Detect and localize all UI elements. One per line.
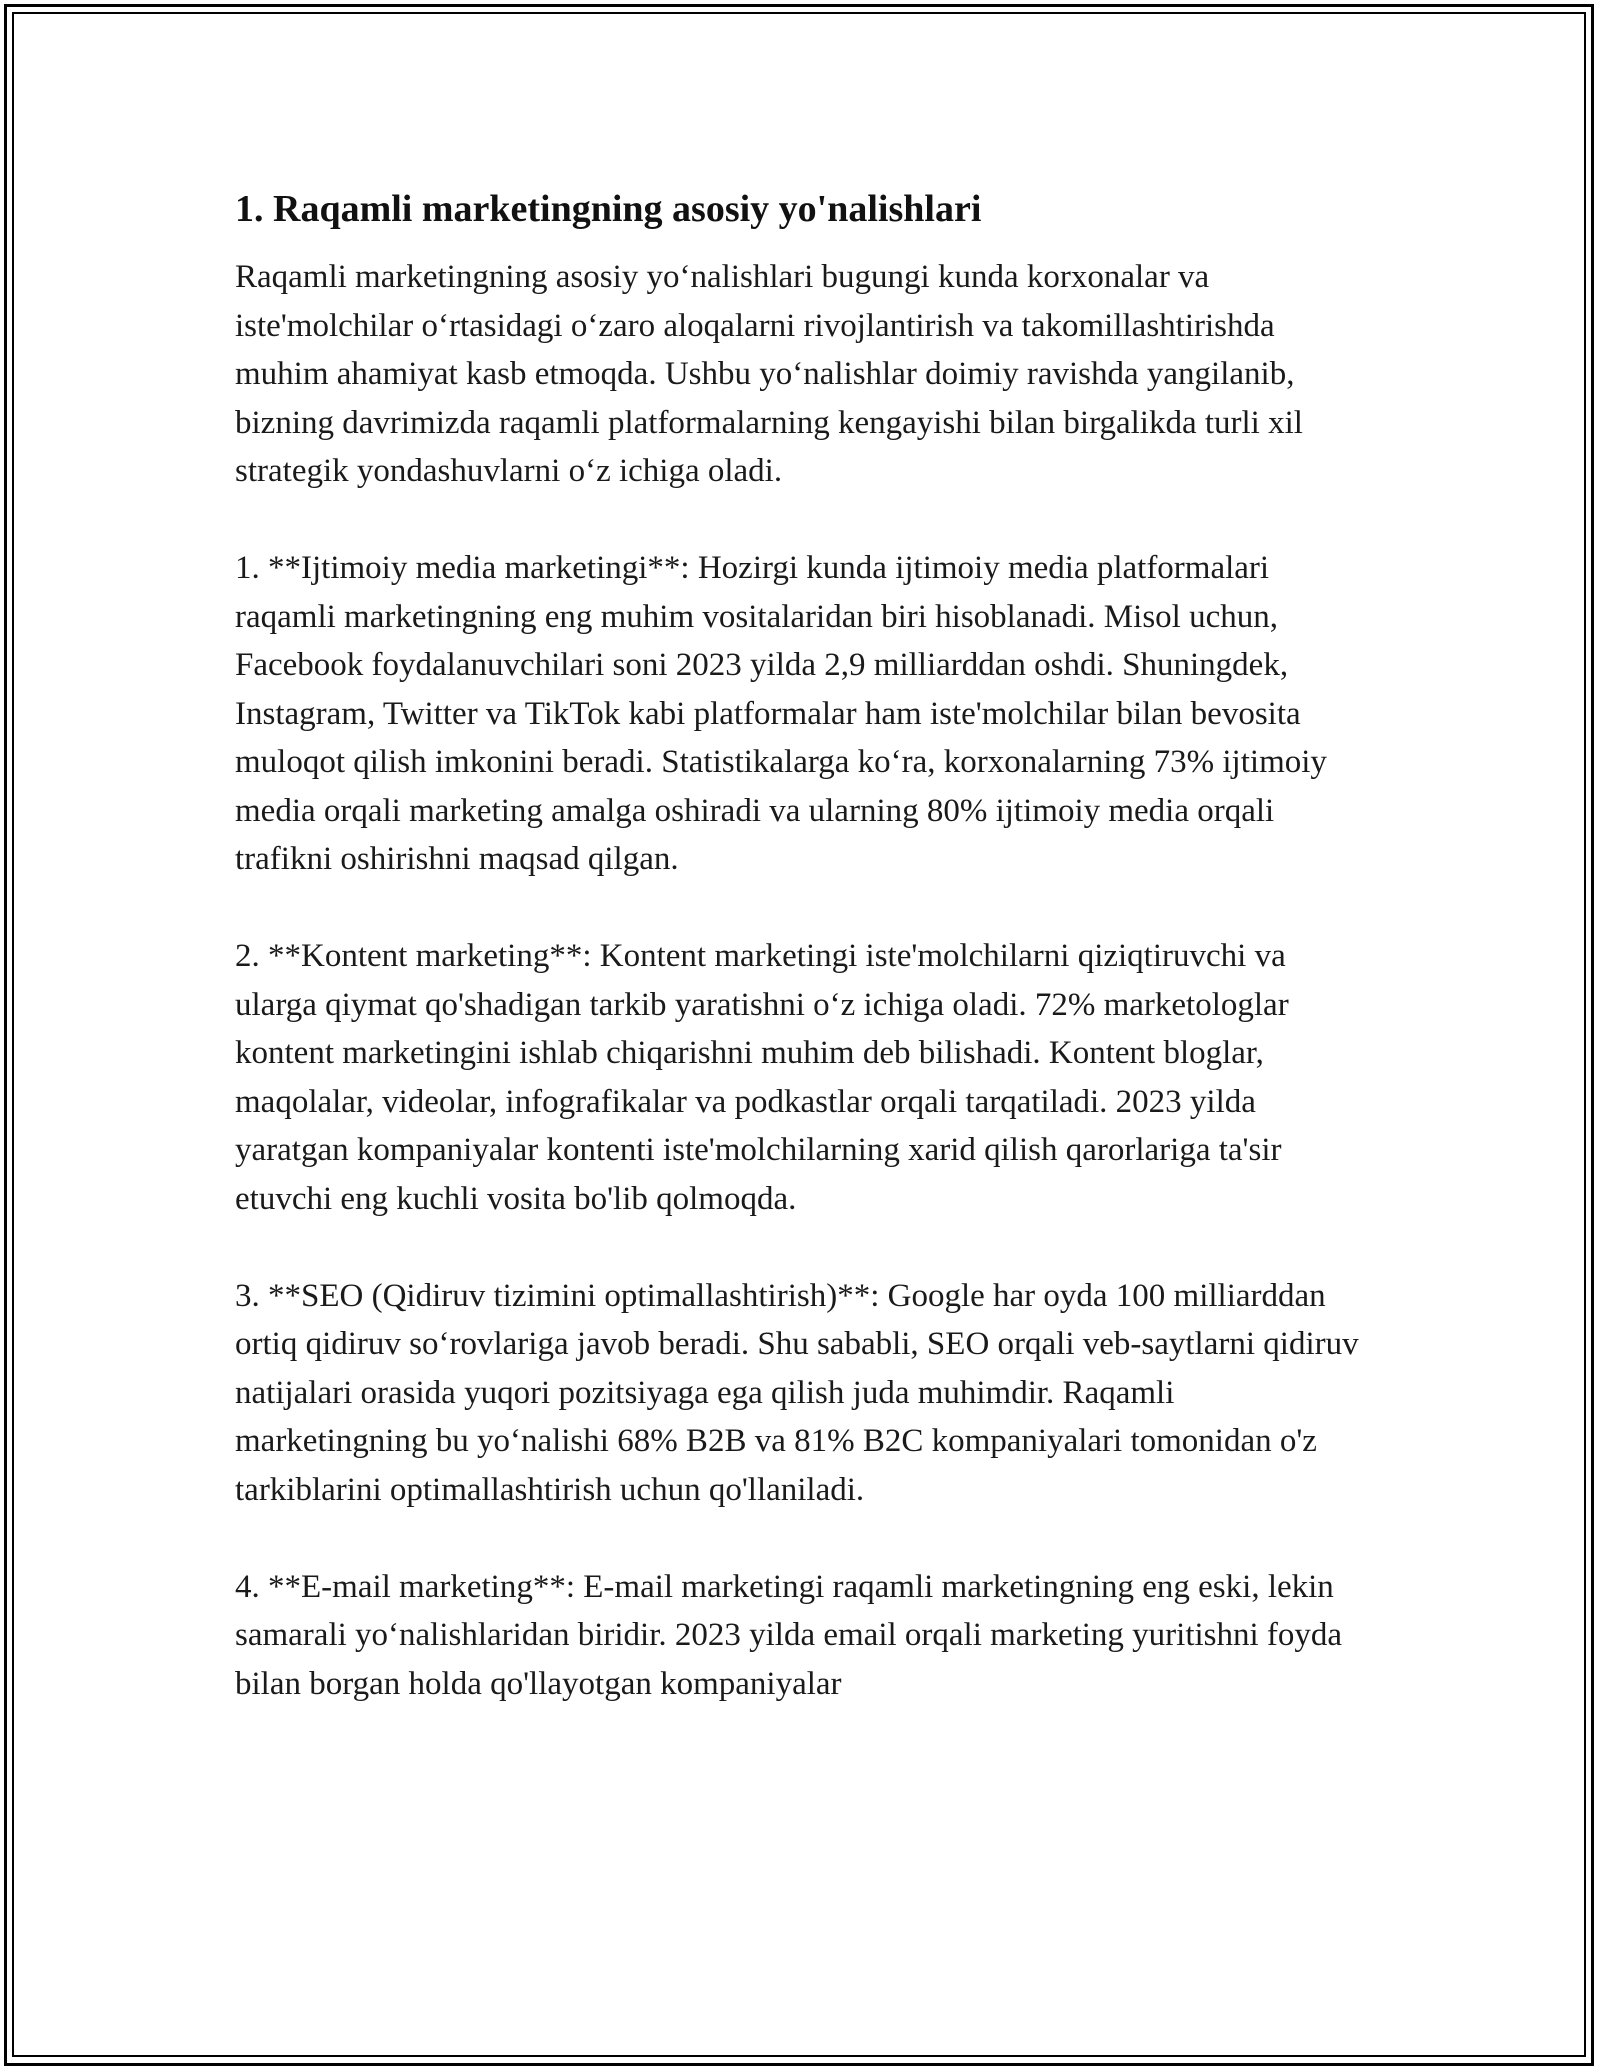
paragraph-seo: 3. **SEO (Qidiruv tizimini optimallashtirish)**: Google har oyda 100 milliarddan ortiq qidiruv so‘rovlariga javob beradi. Shu sababli, SEO orqali veb-saytlarni qidiruv natijalari orasida yuqori pozitsiyaga ega qilish juda muhimdir. Raqamli marketingning bu yo‘nalishi 68% B2B va 81% B2C kompaniyalari tomonidan o'z tarkiblarini optimallashtirish uchun qo'llaniladi.	[235, 1277, 1359, 1508]
document-body	[235, 185, 1365, 1708]
intro-paragraph: Raqamli marketingning asosiy yo‘nalishlari bugungi kunda korxonalar va iste'molchilar o‘rtasidagi o‘zaro aloqalarni rivojlantirish va takomillashtirishda muhim ahamiyat kasb etmoqda. Ushbu yo‘nalishlar doimiy ravishda yangilanib, bizning davrimizda raqamli platformalarning kengayishi bilan birgalikda turli xil strategik yondashuvlarni o‘z ichiga oladi.	[235, 259, 1303, 489]
section-heading: 1. Raqamli marketingning asosiy yo'nalishlari	[235, 188, 982, 230]
paragraph-content-marketing: 2. **Kontent marketing**: Kontent marketingi iste'molchilarni qiziqtiruvchi va ularga qiymat qo'shadigan tarkib yaratishni o‘z ichiga oladi. 72% marketologlar kontent marketingini ishlab chiqarishni muhim deb bilishadi. Kontent bloglar, maqolalar, videolar, infografikalar va podkastlar orqali tarqatiladi. 2023 yilda yaratgan kompaniyalar kontenti iste'molchilarning xarid qilish qarorlariga ta'sir etuvchi eng kuchli vosita bo'lib qolmoqda.	[235, 938, 1289, 1217]
paragraph-social-media: 1. **Ijtimoiy media marketingi**: Hozirgi kunda ijtimoiy media platformalari raqamli marketingning eng muhim vositalaridan biri hisoblanadi. Misol uchun, Facebook foydalanuvchilari soni 2023 yilda 2,9 milliarddan oshdi. Shuningdek, Instagram, Twitter va TikTok kabi platformalar ham iste'molchilar bilan bevosita muloqot qilish imkonini beradi. Statistikalarga ko‘ra, korxonalarning 73% ijtimoiy media orqali marketing amalga oshiradi va ularning 80% ijtimoiy media orqali trafikni oshirishni maqsad qilgan.	[235, 550, 1327, 877]
paragraph-email-marketing: 4. **E-mail marketing**: E-mail marketingi raqamli marketingning eng eski, lekin samarali yo‘nalishlaridan biridir. 2023 yilda email orqali marketing yuritishni foyda bilan borgan holda qo'llayotgan kompaniyalar	[235, 1568, 1343, 1702]
